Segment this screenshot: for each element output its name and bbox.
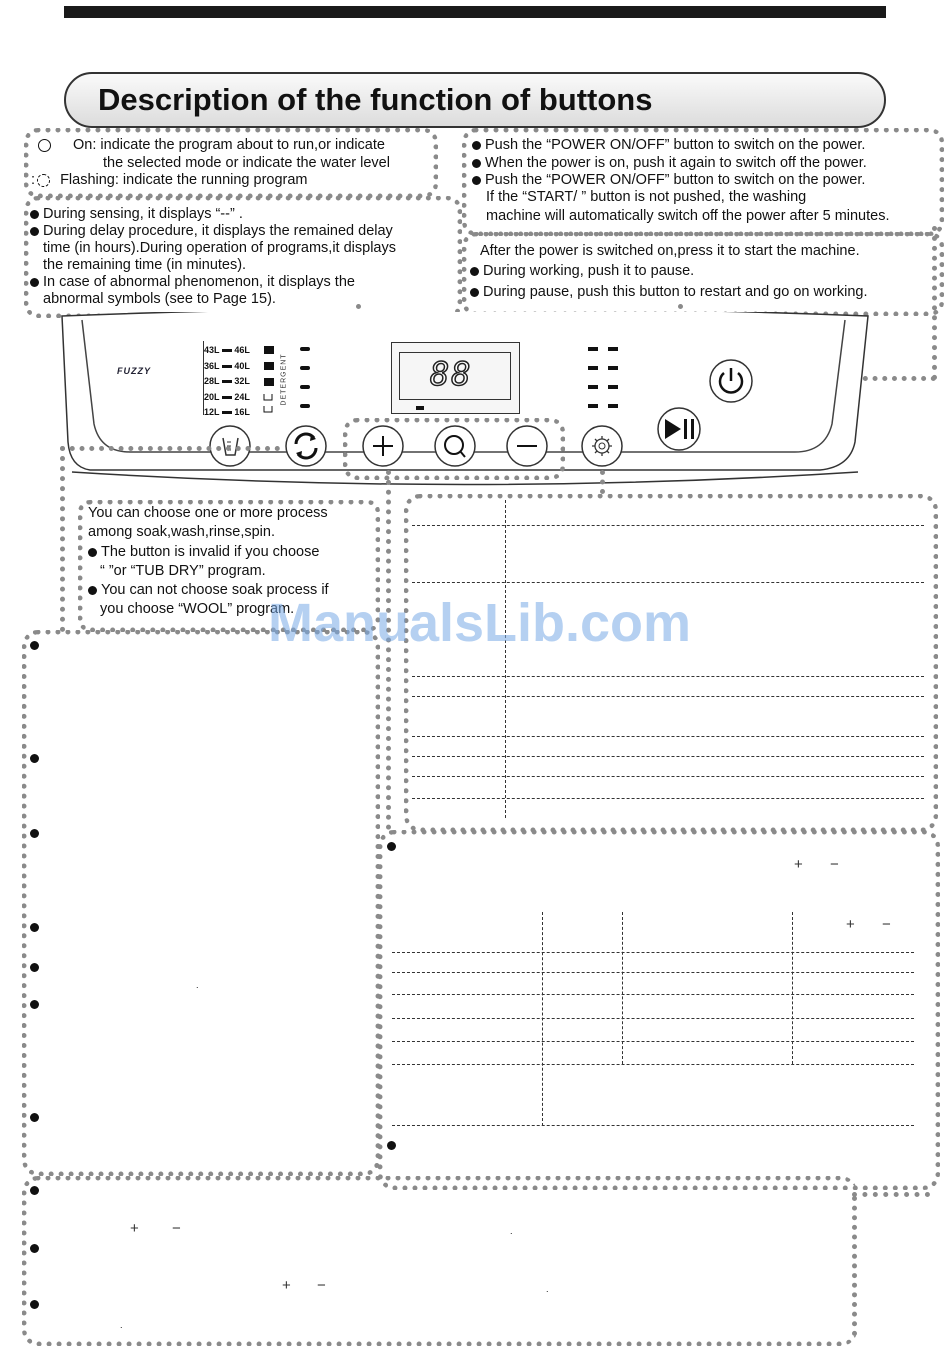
- stray-dot: .: [196, 980, 199, 990]
- settings-button[interactable]: [580, 424, 624, 468]
- bullet-icon: [30, 963, 39, 972]
- program-table-row-line: [412, 582, 924, 583]
- program-table-row-line: [412, 525, 924, 526]
- display-note-5: [30, 274, 355, 291]
- minus-symbol: −: [317, 1277, 326, 1294]
- ring-indicator-icon: [38, 139, 51, 152]
- program-table-row-line: [412, 676, 924, 677]
- process-note-1: You can choose one or more process: [88, 505, 328, 521]
- power-note-1-text: Push the “POWER ON/OFF” button to switch on the power.: [485, 137, 866, 153]
- process-note-5-text: You can not choose soak process if: [101, 582, 329, 598]
- top-rule: [64, 6, 886, 18]
- bullet-icon: [387, 1141, 396, 1150]
- legend-flash-text: Flashing: indicate the running program: [60, 172, 308, 188]
- delay-table-row: [392, 1018, 914, 1019]
- indicator-dashes-right: [588, 347, 618, 408]
- start-note-3-text: During pause, push this button to restart and go on working.: [483, 284, 868, 300]
- display-note-2-text: During delay procedure, it displays the remained delay: [43, 223, 393, 239]
- start-note-2-text: During working, push it to pause.: [483, 263, 695, 279]
- process-note-2: among soak,wash,rinse,spin.: [88, 524, 275, 540]
- brand-logo: FUZZY: [117, 366, 151, 376]
- power-note-2: [472, 155, 867, 172]
- bullet-icon: [30, 923, 39, 932]
- plus-symbol: +: [846, 916, 855, 933]
- bullet-icon: [472, 141, 481, 150]
- page-title: Description of the function of buttons: [98, 82, 653, 117]
- stray-dot: .: [510, 1226, 513, 1236]
- bottom-notes-box: [22, 1176, 857, 1346]
- bullet-icon: [30, 227, 39, 236]
- bullet-icon: [30, 1000, 39, 1009]
- program-table-row-line: [412, 736, 924, 737]
- settings-connector: [600, 470, 605, 494]
- bullet-icon: [30, 754, 39, 763]
- ring-flashing-icon: [37, 174, 50, 187]
- power-note-3-text: Push the “POWER ON/OFF” button to switch on the power.: [485, 172, 866, 188]
- program-table-box: [404, 494, 938, 832]
- water-level-row: 43L 46L: [204, 345, 250, 355]
- bullet-icon: [30, 641, 39, 650]
- legend-on-cont: the selected mode or indicate the water level: [103, 155, 390, 171]
- delay-table-box: [378, 830, 940, 1190]
- bullet-icon: [30, 278, 39, 287]
- display-dot: [416, 406, 424, 410]
- water-level-row: 36L 40L: [204, 360, 250, 371]
- legend-on-row: [38, 137, 385, 154]
- bullet-icon: [30, 1113, 39, 1122]
- process-connector-v: [60, 446, 65, 632]
- left-notes-box: [22, 630, 380, 1176]
- display-note-3: time (in hours).During operation of programs,it displays: [43, 240, 396, 256]
- power-note-1: [472, 137, 865, 154]
- water-level-bracket: [203, 341, 256, 415]
- adjust-group-outline: [343, 418, 565, 480]
- indicator-dashes-left: [300, 347, 310, 408]
- stray-dot: .: [546, 1284, 549, 1294]
- start-pause-button[interactable]: [656, 406, 702, 452]
- process-note-4: “ ”or “TUB DRY” program.: [100, 563, 266, 579]
- program-table-row-line: [412, 776, 924, 777]
- bottom-notes-box-step: [852, 1192, 930, 1197]
- stray-dot: .: [120, 1320, 123, 1330]
- bullet-icon: [470, 288, 479, 297]
- minus-symbol: −: [882, 916, 891, 933]
- start-note-3: [470, 284, 867, 301]
- delay-table-row: [392, 1041, 914, 1042]
- display-note-5-text: In case of abnormal phenomenon, it displays the: [43, 274, 355, 290]
- legend-on-text: On: indicate the program about to run,or indicate: [73, 137, 385, 153]
- display-note-4: the remaining time (in minutes).: [43, 257, 247, 273]
- legend-colon: :: [31, 172, 36, 188]
- delay-table-row: [392, 1125, 914, 1126]
- bullet-icon: [387, 842, 396, 851]
- minus-symbol: −: [830, 856, 839, 873]
- bullet-icon: [88, 548, 97, 557]
- power-note-2-text: When the power is on, push it again to switch off the power.: [485, 155, 867, 171]
- delay-table-row: [392, 952, 914, 953]
- legend-flash-row: [31, 172, 308, 189]
- display-note-6: abnormal symbols (see to Page 15).: [43, 291, 276, 307]
- process-button[interactable]: [284, 424, 328, 468]
- process-note-6: you choose “WOOL” program.: [100, 601, 295, 617]
- water-level-row: 28L 32L: [204, 376, 250, 386]
- display-note-2: [30, 223, 393, 240]
- program-table-divider: [505, 500, 506, 818]
- watermark: ManualsLib.com: [268, 593, 692, 653]
- bullet-icon: [30, 1300, 39, 1309]
- bullet-icon: [30, 1186, 39, 1195]
- plus-symbol: +: [282, 1277, 291, 1294]
- delay-table-row: [392, 972, 914, 973]
- bullet-icon: [472, 176, 481, 185]
- start-note-1: After the power is switched on,press it to start the machine.: [480, 243, 860, 259]
- bullet-icon: [470, 267, 479, 276]
- plus-symbol: +: [130, 1220, 139, 1237]
- program-table-row-line: [412, 696, 924, 697]
- power-note-5: machine will automatically switch off the power after 5 minutes.: [486, 208, 890, 224]
- minus-symbol: −: [172, 1220, 181, 1237]
- bullet-icon: [88, 586, 97, 595]
- water-level-row: 20L 24L: [204, 391, 250, 402]
- power-button[interactable]: [708, 358, 754, 404]
- connector-power: [932, 226, 937, 380]
- detergent-level-icons: [262, 344, 278, 414]
- process-note-3: [88, 544, 319, 561]
- delay-table-col: [542, 912, 543, 1126]
- display-note-1: [30, 206, 243, 223]
- power-note-3: [472, 172, 865, 189]
- bullet-icon: [30, 1244, 39, 1253]
- delay-table-row: [392, 994, 914, 995]
- program-table-row-line: [412, 798, 924, 799]
- bullet-icon: [30, 829, 39, 838]
- start-note-2: [470, 263, 694, 280]
- display-note-1-text: During sensing, it displays “--” .: [43, 206, 243, 222]
- process-note-3-text: The button is invalid if you choose: [101, 544, 320, 560]
- program-table-row-line: [412, 756, 924, 757]
- water-level-row: 12L 16L: [204, 407, 250, 417]
- process-connector: [60, 446, 280, 451]
- power-note-4: If the “START/ ” button is not pushed, the washing: [486, 189, 807, 205]
- detergent-label: DETERGENT: [280, 353, 288, 406]
- display-digits: 88: [430, 355, 473, 393]
- bottom-notes-box-step-v: [852, 1196, 857, 1336]
- plus-symbol: +: [794, 856, 803, 873]
- bullet-icon: [30, 210, 39, 219]
- bullet-icon: [472, 159, 481, 168]
- delay-table-row: [392, 1064, 914, 1065]
